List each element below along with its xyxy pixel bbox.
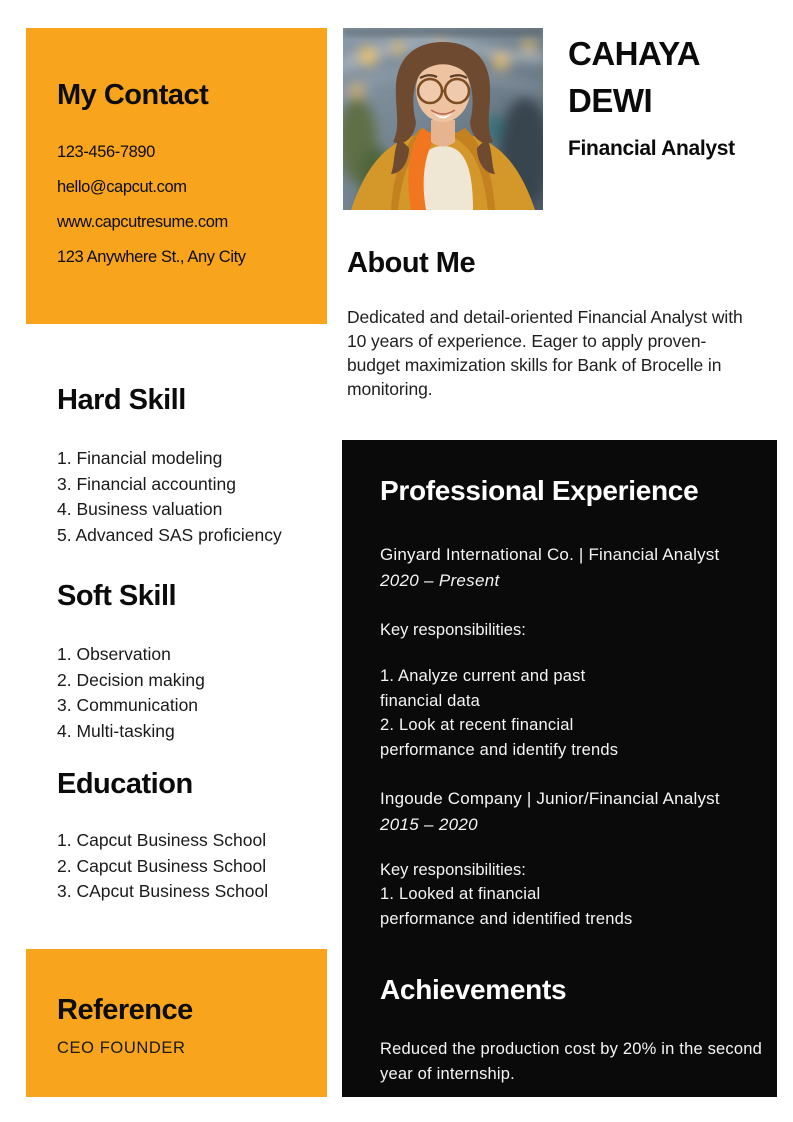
- about-text: Dedicated and detail-oriented Financial Analyst with 10 years of experience. Eager to apply proven-budget maximization skills for Bank of Brocelle in monitoring.: [347, 307, 743, 399]
- job-bullet-line: financial data: [380, 691, 481, 710]
- experience-section: [342, 440, 777, 1097]
- contact-phone: 123-456-7890: [57, 143, 155, 161]
- profile-photo-illustration: [343, 28, 543, 210]
- job-bullets: [380, 664, 749, 762]
- education-item: 1. Capcut Business School: [57, 830, 267, 850]
- job-company-role: Ingoude Company | Junior/Financial Analyst: [380, 789, 720, 808]
- job-bullet-line: 1. Looked at financial: [380, 885, 541, 903]
- about-section: [347, 245, 743, 401]
- job-bullet-line: performance and identified trends: [380, 909, 633, 928]
- contact-address: 123 Anywhere St., Any City: [57, 248, 246, 266]
- job-company-role: Ginyard International Co. | Financial Analyst: [380, 545, 720, 564]
- job-title: Financial Analyst: [568, 137, 735, 160]
- job-bullets: [380, 882, 749, 931]
- soft-skill-title: Soft Skill: [57, 580, 177, 612]
- achievements-title: Achievements: [380, 974, 567, 1005]
- hard-skill-item: 1. Financial modeling: [57, 448, 223, 468]
- contact-title: My Contact: [57, 79, 209, 111]
- profile-photo: [343, 28, 543, 210]
- header-name-block: [568, 30, 783, 161]
- reference-title: Reference: [57, 994, 193, 1026]
- experience-title: Professional Experience: [380, 475, 699, 506]
- soft-skill-item: 2. Decision making: [57, 669, 205, 690]
- hard-skill-title: Hard Skill: [57, 384, 186, 416]
- soft-skill-item: 4. Multi-tasking: [57, 720, 175, 741]
- contact-email: hello@capcut.com: [57, 178, 187, 196]
- job-resp-label: Key responsibilities:: [380, 621, 526, 639]
- name-line-2: DEWI: [568, 82, 653, 119]
- job-bullet-line: 2. Look at recent financial: [380, 716, 574, 734]
- soft-skill-item: 3. Communication: [57, 695, 199, 715]
- job-dates: 2015 – 2020: [380, 815, 478, 834]
- name-line-1: CAHAYA: [568, 35, 701, 72]
- hard-skill-item: 4. Business valuation: [57, 499, 223, 519]
- reference-subtitle: CEO FOUNDER: [57, 1039, 186, 1057]
- contact-website: www.capcutresume.com: [57, 213, 228, 231]
- job-resp-label: Key responsibilities:: [380, 861, 526, 879]
- hard-skill-item: 3. Financial accounting: [57, 473, 236, 494]
- achievements-text: Reduced the production cost by 20% in the second year of internship.: [380, 1040, 763, 1083]
- experience-job: [380, 542, 749, 762]
- contact-section: [26, 28, 327, 324]
- reference-section: [26, 949, 327, 1097]
- hard-skill-list: [57, 446, 335, 548]
- education-list: [57, 828, 335, 905]
- about-title: About Me: [347, 247, 476, 279]
- soft-skill-list: [57, 642, 335, 744]
- soft-skill-item: 1. Observation: [57, 644, 171, 664]
- experience-job: [380, 786, 749, 931]
- education-item: 2. Capcut Business School: [57, 855, 267, 876]
- job-bullet-line: performance and identify trends: [380, 740, 619, 759]
- hard-skill-item: 5. Advanced SAS proficiency: [57, 524, 282, 545]
- job-dates: 2020 – Present: [380, 571, 500, 590]
- education-title: Education: [57, 768, 193, 800]
- skills-section: [57, 382, 335, 905]
- job-bullet-line: 1. Analyze current and past: [380, 667, 586, 685]
- education-item: 3. CApcut Business School: [57, 881, 269, 901]
